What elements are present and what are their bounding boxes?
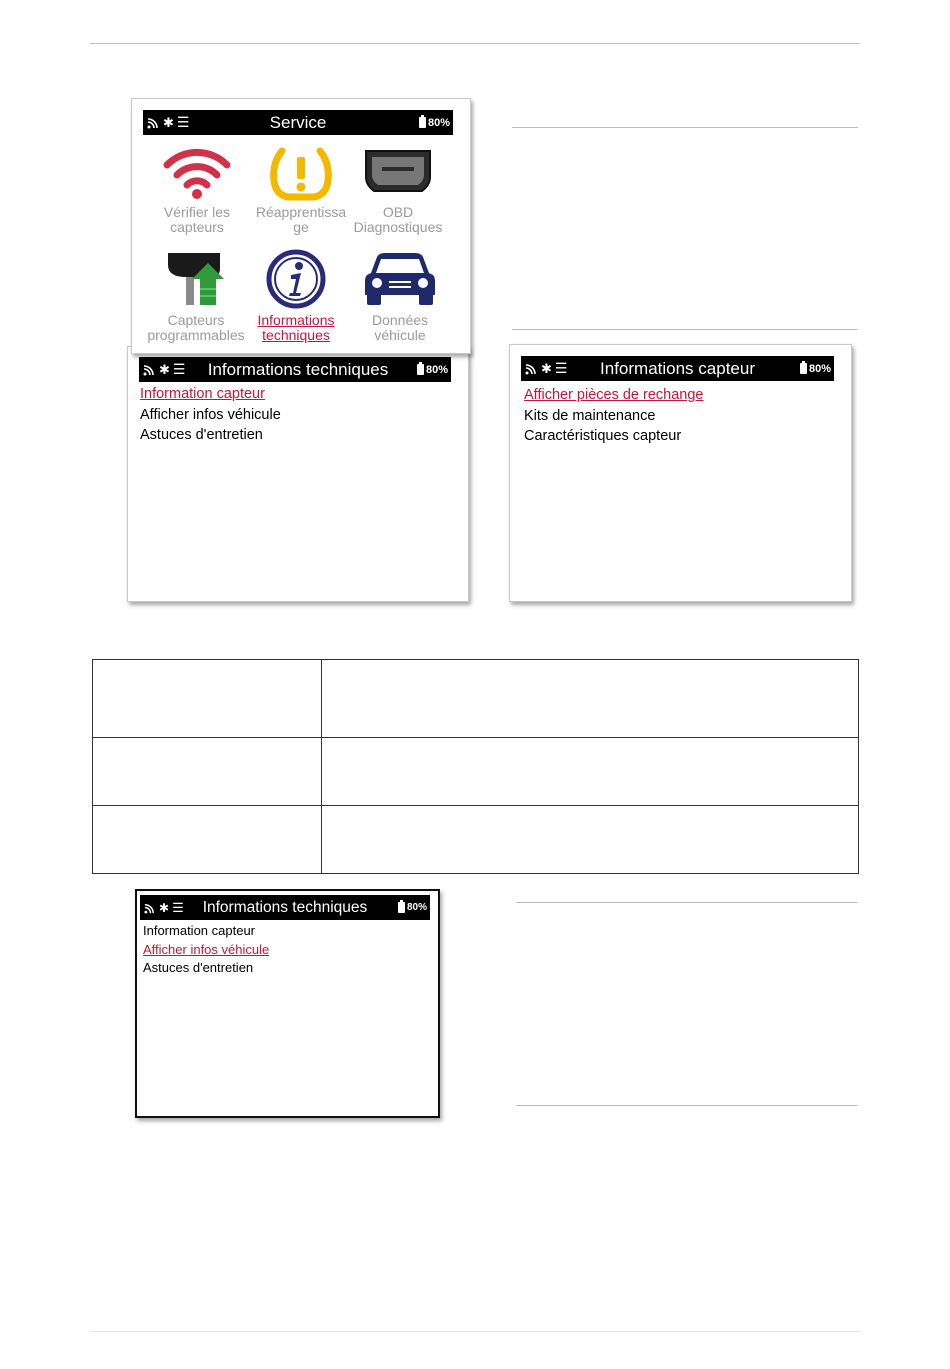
signal-icon [143,363,156,376]
tile-label: Capteurs programmables [147,312,245,343]
status-bar [143,110,453,135]
table-row [93,660,859,738]
menu-item-sensor-info[interactable]: Information capteur [140,386,265,402]
tile-label: Informations techniques [257,312,335,343]
tile-vehicle-data[interactable] [350,249,450,343]
table-cell [322,806,859,874]
table-row [93,806,859,874]
menu-item-spare-parts[interactable]: Afficher pièces de rechange [524,387,704,403]
battery-icon [398,902,405,913]
menu-item-vehicle-info[interactable]: Afficher infos véhicule [140,406,281,423]
tile-relearn[interactable] [251,147,351,235]
screen-title: Informations techniques [202,898,368,916]
side-rule-2 [512,329,858,330]
signal-icon [144,902,156,914]
menu-list [143,922,269,978]
tile-label: OBD Diagnostiques [353,204,443,235]
service-screen [131,98,471,354]
menu-icon[interactable]: ☰ [172,361,186,377]
footer-rule [90,1331,860,1332]
menu-icon[interactable]: ☰ [176,114,190,130]
table-cell [93,738,322,806]
battery-indicator [398,902,427,913]
signal-icon [525,362,538,375]
menu-icon[interactable]: ☰ [554,360,568,376]
battery-level: 80% [808,362,831,375]
bluetooth-icon: ✱ [163,114,174,130]
tile-label: Réapprentissa ge [255,204,347,235]
wifi-icon [162,147,232,201]
screen-title: Service [269,112,327,132]
status-bar [521,356,834,381]
battery-indicator [419,117,450,129]
car-icon [363,249,437,309]
battery-level: 80% [406,902,427,913]
table-cell [93,806,322,874]
table-cell [322,660,859,738]
menu-item-vehicle-info[interactable]: Afficher infos véhicule [143,941,270,957]
tile-label: Données véhicule [371,312,429,343]
status-bar [139,357,451,382]
tile-label: Vérifier les capteurs [163,204,231,235]
tile-verify-sensors[interactable] [147,147,247,235]
battery-indicator [417,364,448,376]
status-bar [140,895,430,920]
menu-item-maintenance-tips[interactable]: Astuces d'entretien [143,960,254,975]
tile-obd[interactable] [348,147,448,235]
battery-indicator [800,363,831,375]
sensor-program-icon [164,249,228,309]
menu-item-maintenance-kits[interactable]: Kits de maintenance [524,407,656,424]
menu-icon[interactable]: ☰ [172,899,184,915]
menu-list [524,385,704,447]
bluetooth-icon: ✱ [159,900,170,915]
table-cell [322,738,859,806]
menu-item-maintenance-tips[interactable]: Astuces d'entretien [140,427,263,443]
bluetooth-icon: ✱ [159,361,170,377]
header-rule [90,43,860,44]
battery-icon [800,363,807,374]
table-cell [93,660,322,738]
tile-technical-info[interactable] [246,249,346,343]
battery-icon [417,364,424,375]
battery-icon [419,117,426,128]
sensor-info-screen [509,344,852,602]
bluetooth-icon: ✱ [541,360,552,376]
info-table [92,659,859,874]
tech-info-screen [127,346,469,602]
side-rule-4 [516,1105,858,1106]
tpms-warning-icon [268,147,334,201]
info-icon [265,249,327,309]
tile-programmable-sensors[interactable] [146,249,246,343]
signal-icon [147,116,160,129]
screen-title: Informations techniques [207,359,389,379]
tech-info-screen-2 [135,889,440,1118]
screen-title: Informations capteur [600,358,755,378]
obd-connector-icon [362,147,434,201]
battery-level: 80% [427,116,450,129]
menu-item-sensor-specs[interactable]: Caractéristiques capteur [524,428,682,444]
side-rule-1 [512,127,858,128]
battery-level: 80% [425,363,448,376]
side-rule-3 [516,902,858,903]
menu-list [140,384,281,446]
table-row [93,738,859,806]
menu-item-sensor-info[interactable]: Information capteur [143,923,256,938]
